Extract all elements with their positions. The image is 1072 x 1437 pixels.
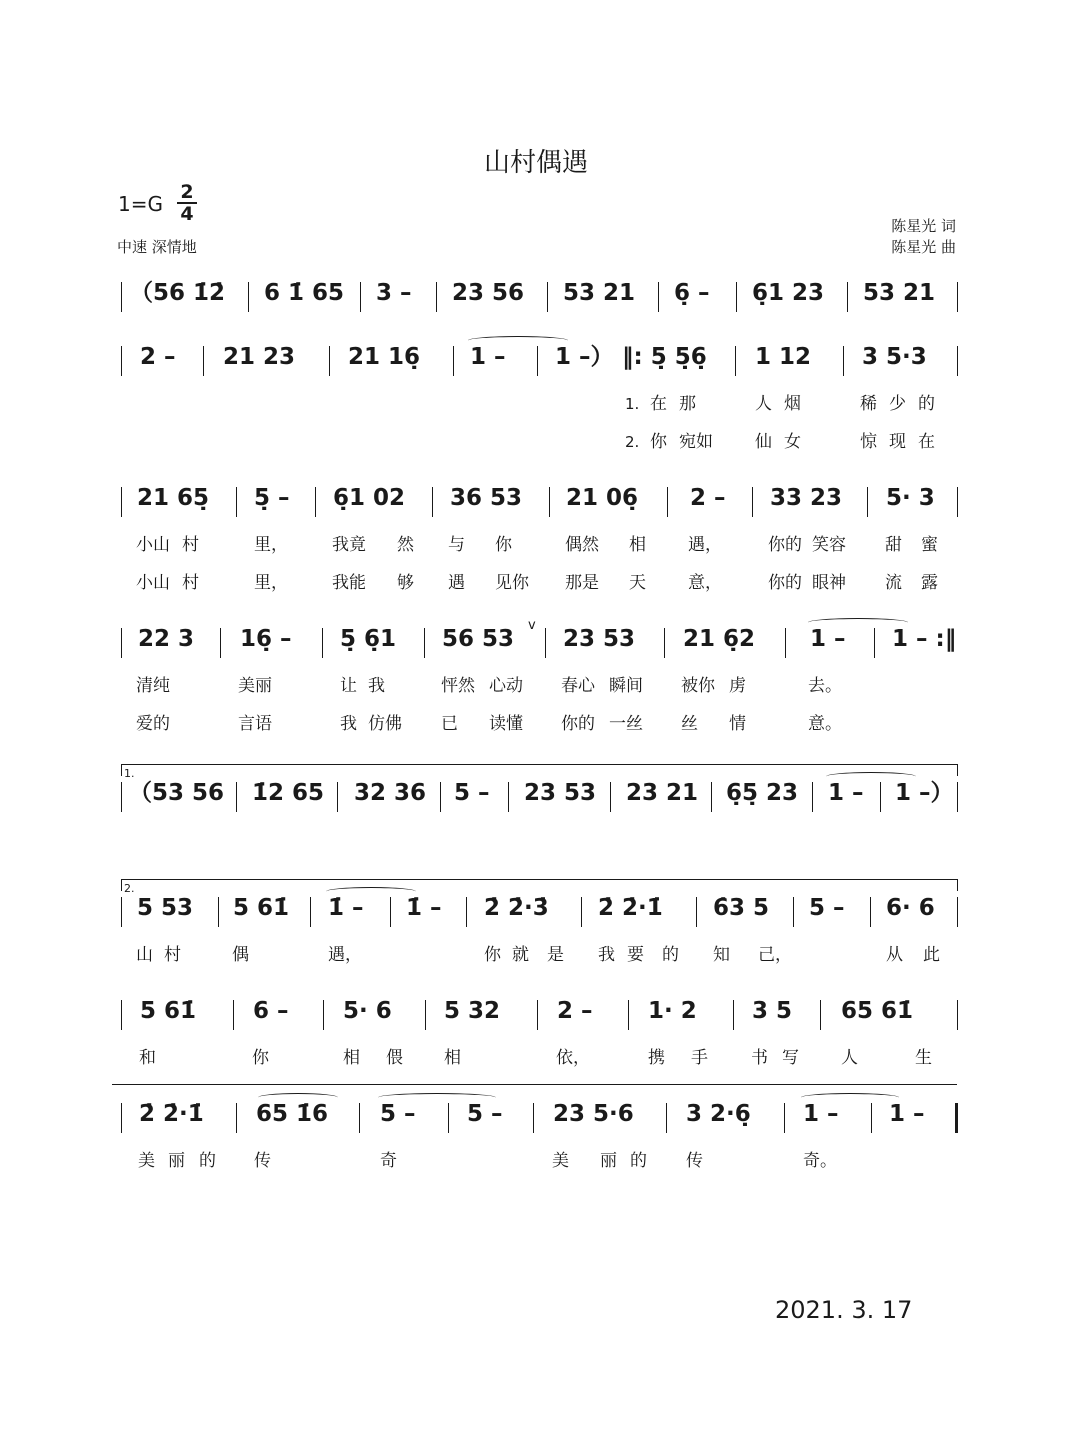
staff-row-7 (0, 996, 1072, 1032)
staff-row-1 (0, 278, 1072, 314)
lyric: 女 (784, 432, 801, 452)
lyric: 流 (885, 573, 902, 593)
measure: 1̇2 65 (252, 780, 325, 806)
staff-row-4 (0, 618, 1072, 660)
lyric: 你 (495, 535, 512, 555)
measure: 1 – (470, 344, 506, 370)
lyric: 山 (136, 945, 153, 965)
measure: 6 – (253, 998, 289, 1024)
lyric: 和 (139, 1048, 156, 1068)
measure: ‖: 5̣ 5̣6̣ (622, 344, 707, 370)
lyric: 小山 (136, 535, 170, 555)
measure: （56 1̇2̇ (130, 280, 226, 306)
lyric: 已 (441, 714, 458, 734)
lyric: 我 (368, 676, 385, 696)
volta-bracket-2 (121, 879, 957, 880)
lyric: 那 (679, 394, 696, 414)
lyrics-chorus (0, 944, 1072, 968)
lyric: 仙 (755, 432, 772, 452)
measure: 1̇ – (328, 895, 364, 921)
lyric: 就 (512, 945, 529, 965)
measure: 5 61̇ (140, 998, 197, 1024)
lyric: 遇 (448, 573, 465, 593)
measure: 53 21 (863, 280, 936, 306)
lyric: 里， (254, 573, 288, 593)
lyric: 美丽 (238, 676, 272, 696)
lyric: 现 (889, 432, 906, 452)
time-signature (177, 182, 197, 224)
measure: 2̇ 2̇·3̇ (484, 895, 549, 921)
lyric: 我能 (332, 573, 366, 593)
measure: 23 5·6 (553, 1101, 634, 1127)
measure: 1 – (803, 1101, 839, 1127)
lyric: 然 (397, 535, 414, 555)
measure: 23 21 (626, 780, 699, 806)
tempo-marking: 中速 深情地 (117, 238, 197, 256)
measure: 6 1̇ 65 (264, 280, 345, 306)
verse-number: 1. (625, 395, 640, 413)
lyric: 虏 (729, 676, 746, 696)
lyric: 清纯 (136, 676, 170, 696)
lyric: 书 (751, 1048, 768, 1068)
measure: 2 – (690, 485, 726, 511)
measure: 16̣ – (240, 626, 292, 652)
lyric: 一丝 (609, 714, 643, 734)
lyric: 美 (138, 1151, 155, 1171)
lyric: 在 (918, 432, 935, 452)
staff-row-3 (0, 483, 1072, 519)
volta-bracket-1 (121, 764, 957, 765)
lyric: 被你 (681, 676, 715, 696)
lyric: 村 (182, 573, 199, 593)
lyric: 偎 (386, 1048, 403, 1068)
lyric: 丽 (600, 1151, 617, 1171)
measure: 21 16̣ (348, 344, 421, 370)
lyrics-verse-2 (0, 431, 1072, 455)
lyric: 心动 (489, 676, 523, 696)
lyric: 奇 (380, 1151, 397, 1171)
time-signature-bottom: 4 (180, 203, 194, 225)
measure: 5 32 (444, 998, 501, 1024)
measure: 6̣ – (674, 280, 710, 306)
measure: 1 – (828, 780, 864, 806)
lyric: 读懂 (489, 714, 523, 734)
measure: 5 – (454, 780, 490, 806)
lyric: 够 (397, 573, 414, 593)
lyric: 生 (915, 1048, 932, 1068)
lyrics-verse-2 (0, 572, 1072, 596)
lyric: 手 (691, 1048, 708, 1068)
measure: 2̇ 2̇·1̇ (598, 895, 663, 921)
lyrics-verse-1 (0, 534, 1072, 558)
lyric: 烟 (784, 394, 801, 414)
measure: 1 12 (755, 344, 812, 370)
lyric: 要 (627, 945, 644, 965)
lyric: 村 (164, 945, 181, 965)
measure: 1 –） (555, 344, 614, 370)
measure: 5 53 (137, 895, 194, 921)
lyric: 相 (629, 535, 646, 555)
lyrics-chorus (0, 1150, 1072, 1174)
verse-number: 2. (625, 433, 640, 451)
divider-line (112, 1084, 957, 1085)
lyric: 怦然 (441, 676, 475, 696)
lyricist-credit: 陈星光 词 (891, 217, 956, 235)
measure: 23 53 (563, 626, 636, 652)
lyric: 是 (547, 945, 564, 965)
measure: 1 –） (895, 780, 954, 806)
lyric: 仿佛 (368, 714, 402, 734)
lyric: 见你 (495, 573, 529, 593)
measure: 32 36 (354, 780, 427, 806)
lyric: 稀 (860, 394, 877, 414)
lyric: 情 (729, 714, 746, 734)
date-label: 2021. 3. 17 (775, 1296, 913, 1324)
measure: 22 3 (138, 626, 195, 652)
measure: 1̇ – (406, 895, 442, 921)
measure: 21 23 (223, 344, 296, 370)
measure: 6̣5̣ 23 (726, 780, 799, 806)
measure: 65 1̇6 (256, 1101, 329, 1127)
measure: 2 – (557, 998, 593, 1024)
lyric: 遇， (328, 945, 362, 965)
lyric: 偶然 (565, 535, 599, 555)
lyric: 你的 (768, 535, 802, 555)
page-title: 山村偶遇 (483, 148, 588, 178)
staff-row-8 (0, 1099, 1072, 1135)
lyric: 写 (782, 1048, 799, 1068)
lyric: 偶 (232, 945, 249, 965)
composer-credit: 陈星光 曲 (891, 238, 956, 256)
lyric: 在 (650, 394, 667, 414)
lyric: 的 (199, 1151, 216, 1171)
lyric: 那是 (565, 573, 599, 593)
staff-row-2 (0, 342, 1072, 378)
lyric: 我竟 (332, 535, 366, 555)
lyric: 的 (662, 945, 679, 965)
measure: 6̇3 5 (713, 895, 770, 921)
lyrics-chorus (0, 1047, 1072, 1071)
measure: 23 53 (524, 780, 597, 806)
lyric: 从 (886, 945, 903, 965)
lyric: 意， (688, 573, 722, 593)
measure: 65 61̇ (841, 998, 914, 1024)
measure: 3 5·3 (862, 344, 927, 370)
measure: 1 – (810, 626, 846, 652)
lyric: 你 (484, 945, 501, 965)
measure: 23 56 (452, 280, 525, 306)
measure: 3 5 (752, 998, 793, 1024)
measure: 3 – (376, 280, 412, 306)
lyric: 相 (343, 1048, 360, 1068)
lyric: 依， (556, 1048, 590, 1068)
measure: 5 – (809, 895, 845, 921)
measure: 5 – (380, 1101, 416, 1127)
measure: 6̣1 02 (333, 485, 406, 511)
lyric: 你的 (561, 714, 595, 734)
lyric: 知 (713, 945, 730, 965)
lyrics-verse-2 (0, 713, 1072, 737)
lyric: 甜 (885, 535, 902, 555)
lyric: 宛如 (679, 432, 713, 452)
measure: 5̣ 6̣1 (340, 626, 397, 652)
measure: 21 06̣ (566, 485, 639, 511)
measure: 6· 6 (886, 895, 935, 921)
lyric: 让 (340, 676, 357, 696)
lyric: 携 (648, 1048, 665, 1068)
measure: 1 – :‖ (892, 626, 957, 652)
volta-label: 2. (124, 882, 135, 895)
time-signature-top: 2 (180, 181, 194, 203)
measure: 1· 2 (648, 998, 697, 1024)
lyric: 村 (182, 535, 199, 555)
measure: 5 – (467, 1101, 503, 1127)
lyric: 春心 (561, 676, 595, 696)
lyric: 的 (630, 1151, 647, 1171)
lyric: 你的 (768, 573, 802, 593)
measure: 5· 6 (343, 998, 392, 1024)
measure: 6̣1 23 (752, 280, 825, 306)
lyric: 人 (755, 394, 772, 414)
lyric: 己， (758, 945, 792, 965)
staff-row-5 (0, 778, 1072, 814)
lyric: 你 (650, 432, 667, 452)
measure: 1 – (889, 1101, 925, 1127)
lyric: 传 (686, 1151, 703, 1171)
lyric: 惊 (860, 432, 877, 452)
lyric: 小山 (136, 573, 170, 593)
lyric: 的 (918, 394, 935, 414)
measure: 21 6̣2 (683, 626, 756, 652)
measure: 2 – (140, 344, 176, 370)
measure: 5 61̇ (233, 895, 290, 921)
measure: 5· 3 (886, 485, 935, 511)
lyric: 你 (252, 1048, 269, 1068)
lyric: 与 (448, 535, 465, 555)
measure: 2̇ 2̇·1̇ (139, 1101, 204, 1127)
lyric: 蜜 (921, 535, 938, 555)
measure: 21 65̣ (137, 485, 210, 511)
measure: 36 53 (450, 485, 523, 511)
lyric: 爱的 (136, 714, 170, 734)
breath-mark: v (528, 618, 536, 633)
volta-label: 1. (124, 767, 135, 780)
lyric: 我 (340, 714, 357, 734)
lyric: 相 (444, 1048, 461, 1068)
lyric: 眼神 (812, 573, 846, 593)
lyric: 露 (921, 573, 938, 593)
measure: 5̣ – (254, 485, 290, 511)
lyric: 意。 (808, 714, 842, 734)
lyric: 遇， (688, 535, 722, 555)
lyric: 人 (841, 1048, 858, 1068)
lyric: 言语 (238, 714, 272, 734)
measure: 33 23 (770, 485, 843, 511)
lyric: 丽 (168, 1151, 185, 1171)
lyric: 里， (254, 535, 288, 555)
measure: 3 2·6̣ (686, 1101, 751, 1127)
lyric: 美 (552, 1151, 569, 1171)
lyric: 天 (629, 573, 646, 593)
lyric: 我 (598, 945, 615, 965)
lyric: 少 (889, 394, 906, 414)
lyrics-verse-1 (0, 675, 1072, 699)
lyric: 笑容 (812, 535, 846, 555)
lyric: 去。 (808, 676, 842, 696)
measure: （53 56 (129, 780, 225, 806)
lyric: 奇。 (803, 1151, 837, 1171)
measure: 53 21 (563, 280, 636, 306)
lyric: 传 (254, 1151, 271, 1171)
lyric: 瞬间 (609, 676, 643, 696)
lyric: 丝 (681, 714, 698, 734)
lyrics-verse-1 (0, 393, 1072, 417)
lyric: 此 (923, 945, 940, 965)
staff-row-6 (0, 893, 1072, 929)
key-signature: 1=G (118, 192, 163, 216)
measure: 56 53 (442, 626, 515, 652)
